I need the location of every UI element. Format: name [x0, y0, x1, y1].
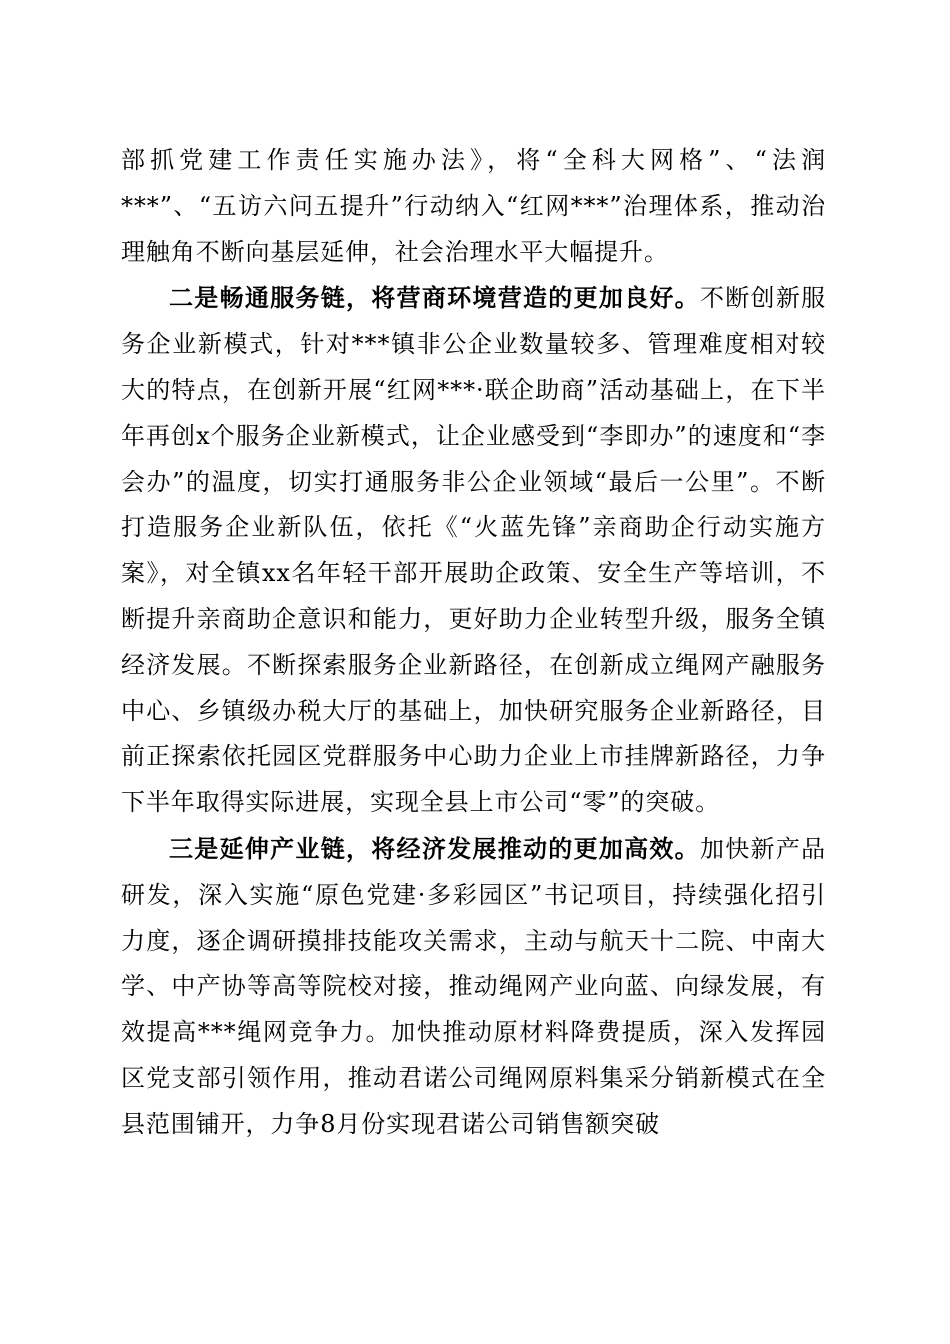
document-body — [121, 138, 826, 1148]
paragraph-industry-chain — [121, 826, 826, 1148]
paragraph-heading: 二是畅通服务链，将营商环境营造的更加良好。 — [169, 283, 700, 313]
paragraph-service-chain — [121, 275, 826, 826]
paragraph-continuation — [121, 138, 826, 275]
paragraph-text: 不断创新服务企业新模式，针对***镇非公企业数量较多、管理难度相对较大的特点，在创新开展“红网***·联企助商”活动基础上，在下半年再创x个服务企业新模式，让企业感受到“李即办”的速度和“李会办”的温度，切实打通服务非公企业领域“最后一公里”。不断打造服务企业新队伍，依托《“火蓝先锋”亲商助企行动实施方案》，对全镇xx名年轻干部开展助企政策、安全生产等培训，不断提升亲商助企意识和能力，更好助力企业转型升级，服务全镇经济发展。不断探索服务企业新路径，在创新成立绳网产融服务中心、乡镇级办税大厅的基础上，加快研究服务企业新路径，目前正探索依托园区党群服务中心助力企业上市挂牌新路径，力争下半年取得实际进展，实现全县上市公司“零”的突破。 — [121, 284, 827, 817]
paragraph-text: 部抓党建工作责任实施办法》，将“全科大网格”、“法润***”、“五访六问五提升”行动纳入“红网***”治理体系，推动治理触角不断向基层延伸，社会治理水平大幅提升。 — [121, 146, 826, 266]
paragraph-heading: 三是延伸产业链，将经济发展推动的更加高效。 — [169, 833, 700, 863]
paragraph-text: 加快新产品研发，深入实施“原色党建·多彩园区”书记项目，持续强化招引力度，逐企调研摸排技能攻关需求，主动与航天十二院、中南大学、中产协等高等院校对接，推动绳网产业向蓝、向绿发展，有效提高***绳网竞争力。加快推动原材料降费提质，深入发挥园区党支部引领作用，推动君诺公司绳网原料集采分销新模式在全县范围铺开，力争8月份实现君诺公司销售额突破 — [121, 834, 827, 1138]
